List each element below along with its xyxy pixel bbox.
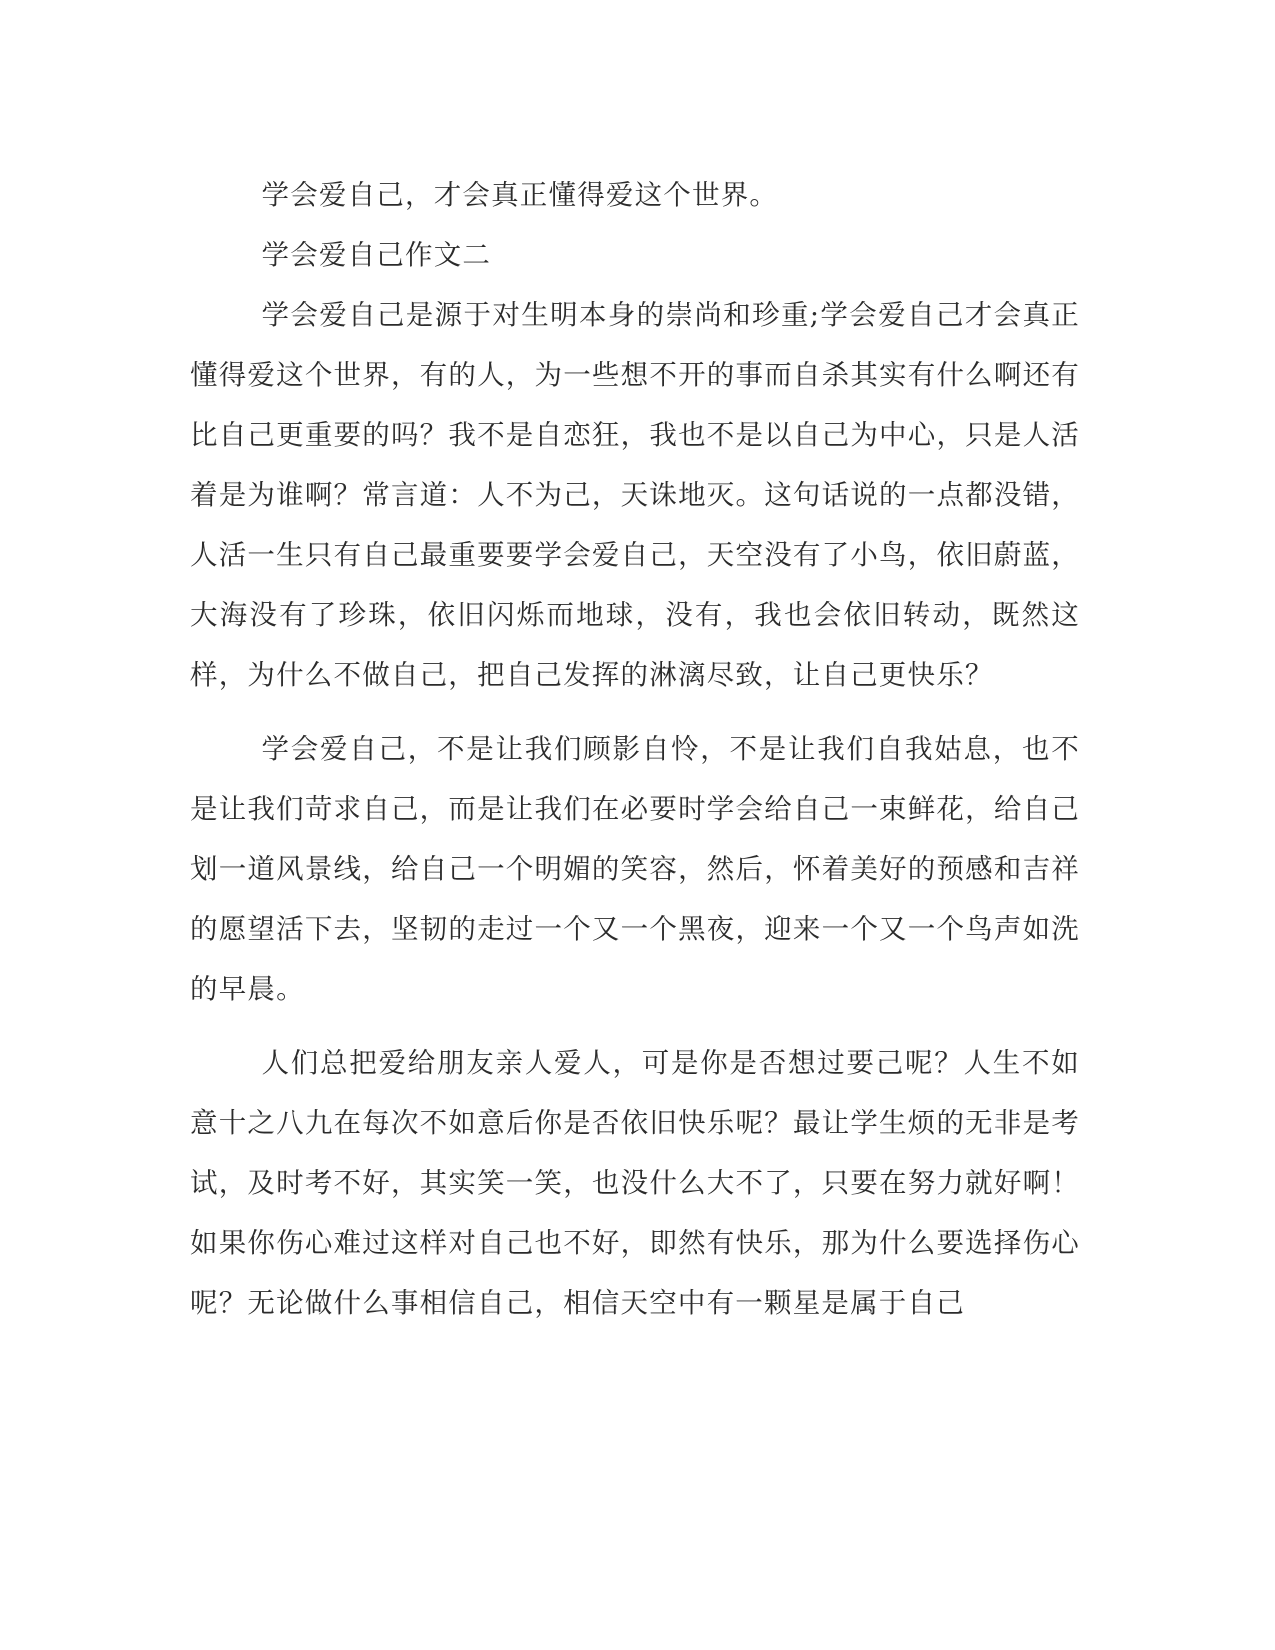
section-heading: 学会爱自己作文二 bbox=[261, 239, 492, 271]
paragraph-closing-line: 学会爱自己，才会真正懂得爱这个世界。 bbox=[261, 179, 779, 211]
paragraph-body: 学会爱自己，不是让我们顾影自怜，不是让我们自我姑息，也不是让我们苛求自己，而是让我们在必要时学会给自己一束鲜花，给自己划一道风景线，给自己一个明媚的笑容，然后，怀着美好的预感和吉祥的愿望活下去，坚韧的走过一个又一个黑夜，迎来一个又一个鸟声如洗的早晨。 bbox=[190, 733, 1080, 1005]
paragraph-body: 学会爱自己是源于对生明本身的崇尚和珍重;学会爱自己才会真正懂得爱这个世界，有的人，为一些想不开的事而自杀其实有什么啊还有比自己更重要的吗？我不是自恋狂，我也不是以自己为中心，只是人活着是为谁啊？常言道：人不为己，天诛地灭。这句话说的一点都没错，人活一生只有自己最重要要学会爱自己，天空没有了小鸟，依旧蔚蓝，大海没有了珍珠，依旧闪烁而地球，没有，我也会依旧转动，既然这样，为什么不做自己，把自己发挥的淋漓尽致，让自己更快乐？ bbox=[190, 299, 1080, 691]
paragraph-body: 人们总把爱给朋友亲人爱人，可是你是否想过要己呢？人生不如意十之八九在每次不如意后你是否依旧快乐呢？最让学生烦的无非是考试，及时考不好，其实笑一笑，也没什么大不了，只要在努力就好啊！如果你伤心难过这样对自己也不好，即然有快乐，那为什么要选择伤心呢？无论做什么事相信自己，相信天空中有一颗星是属于自己 bbox=[190, 1047, 1080, 1319]
document-body bbox=[190, 165, 1080, 1333]
